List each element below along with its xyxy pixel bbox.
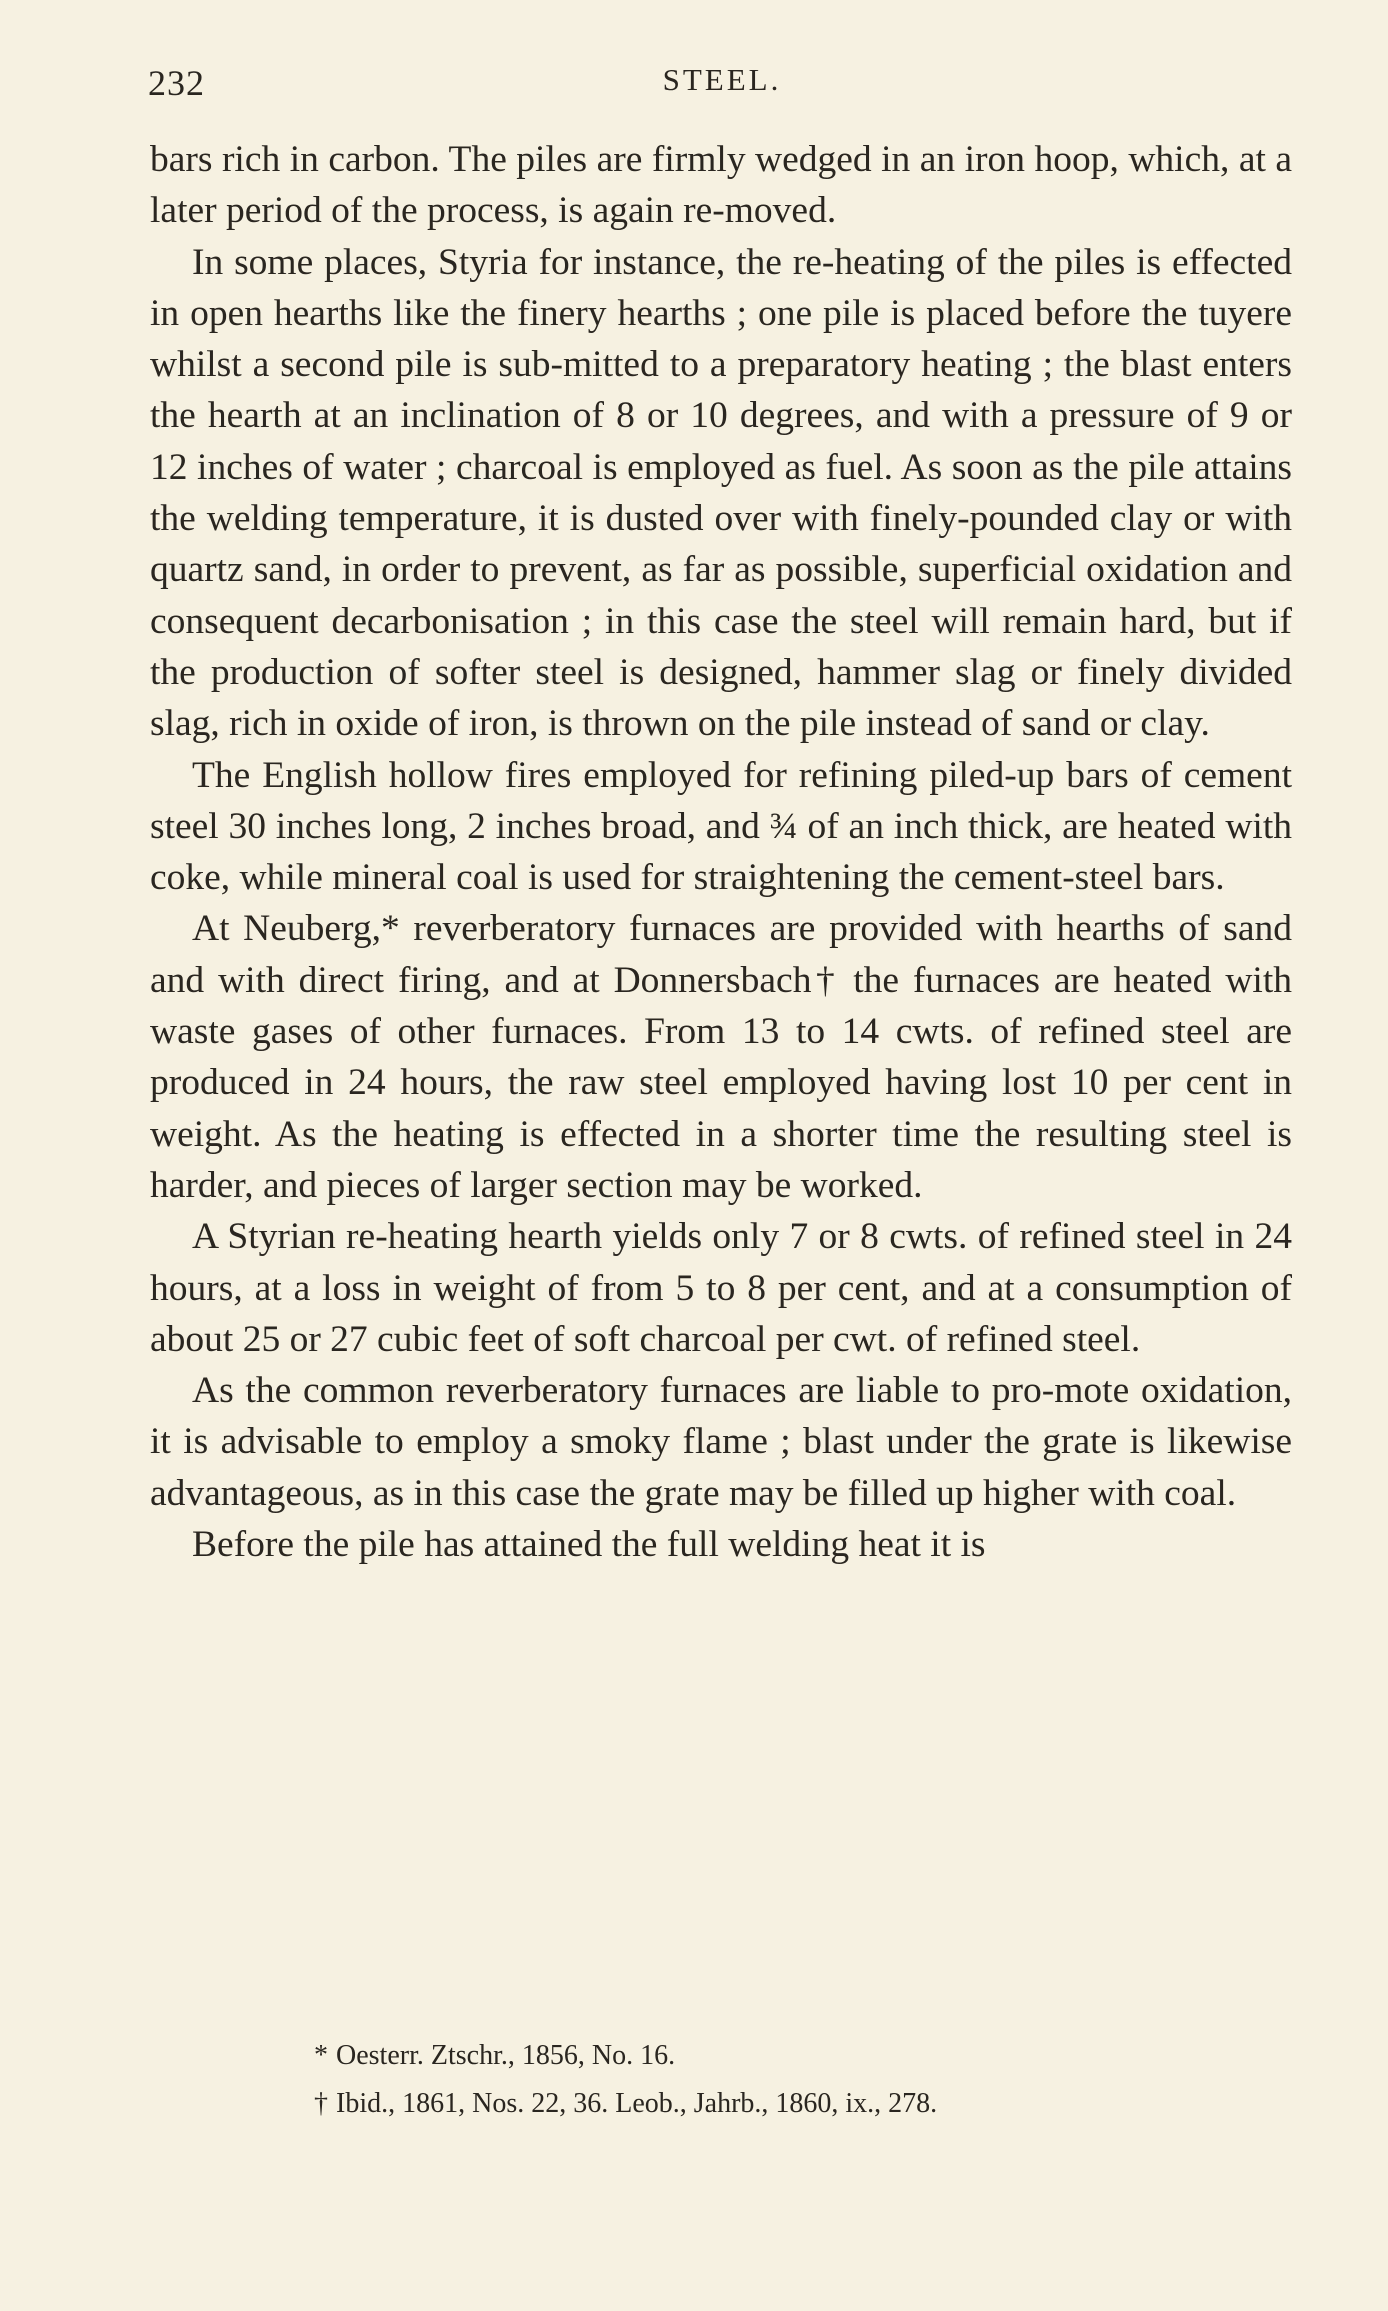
footnote [150,2080,1292,2128]
page-number: 232 [148,63,205,103]
paragraph-welding-heat: Before the pile has attained the full welding heat it is [192,1524,986,1566]
body-text [150,134,1292,1570]
paragraph-neuberg-furnaces: At Neuberg,* reverberatory furnaces are provided with hearths of sand and with direct firing, and at Donnersbach† the furnaces are heated with waste gases of other furnaces. From 13 to 14 cwts. of refined steel are produced in 24 hours, the raw steel employed having lost 10 per cent in weight. As the heating is effected in a shorter time the resulting steel is harder, and pieces of larger section may be worked. [150,908,1292,1206]
paragraph-english-hollow-fires: The English hollow fires employed for refining piled-up bars of cement steel 30 inches long, 2 inches broad, and ¾ of an inch thick, are heated with coke, while mineral coal is used for straightening the cement-steel bars. [150,754,1292,899]
paragraph-reverberatory-oxidation: As the common reverberatory furnaces are liable to pro-mote oxidation, it is advisable to employ a smoky flame ; blast under the grate is likewise advantageous, as in this case the grate may be filled up higher with coal. [150,1370,1292,1514]
footnote-text: Ibid., 1861, Nos. 22, 36. Leob., Jahrb., 1860, ix., 278. [336,2088,938,2119]
footnotes [150,2032,1292,2128]
footnote-mark: † [314,2088,328,2119]
paragraph-styrian-hearth-yield: A Styrian re-heating hearth yields only 7 or 8 cwts. of refined steel in 24 hours, at a loss in weight of from 5 to 8 per cent, and at a consumption of about 25 or 27 cubic feet of soft charcoal per cwt. of refined steel. [150,1216,1292,1360]
footnote [150,2032,1292,2080]
running-head [148,62,1296,114]
footnote-mark: * [314,2040,328,2071]
footnote-text: Oesterr. Ztschr., 1856, No. 16. [336,2040,676,2071]
paragraph-styria-reheating: In some places, Styria for instance, the re-heating of the piles is effected in open hearths like the finery hearths ; one pile is placed before the tuyere whilst a second pile is sub-mitted to a preparatory heating ; the blast enters the hearth at an inclination of 8 or 10 degrees, and with a pressure of 9 or 12 inches of water ; charcoal is employed as fuel. As soon as the pile attains the welding temperature, it is dusted over with finely-pounded clay or with quartz sand, in order to prevent, as far as possible, superficial oxidation and consequent decarbonisation ; in this case the steel will remain hard, but if the production of softer steel is designed, hammer slag or finely divided slag, rich in oxide of iron, is thrown on the pile instead of sand or clay. [150,241,1292,745]
running-title: STEEL. [662,62,782,97]
paragraph-continued: bars rich in carbon. The piles are firmly wedged in an iron hoop, which, at a later period of the process, is again re-moved. [150,139,1292,232]
